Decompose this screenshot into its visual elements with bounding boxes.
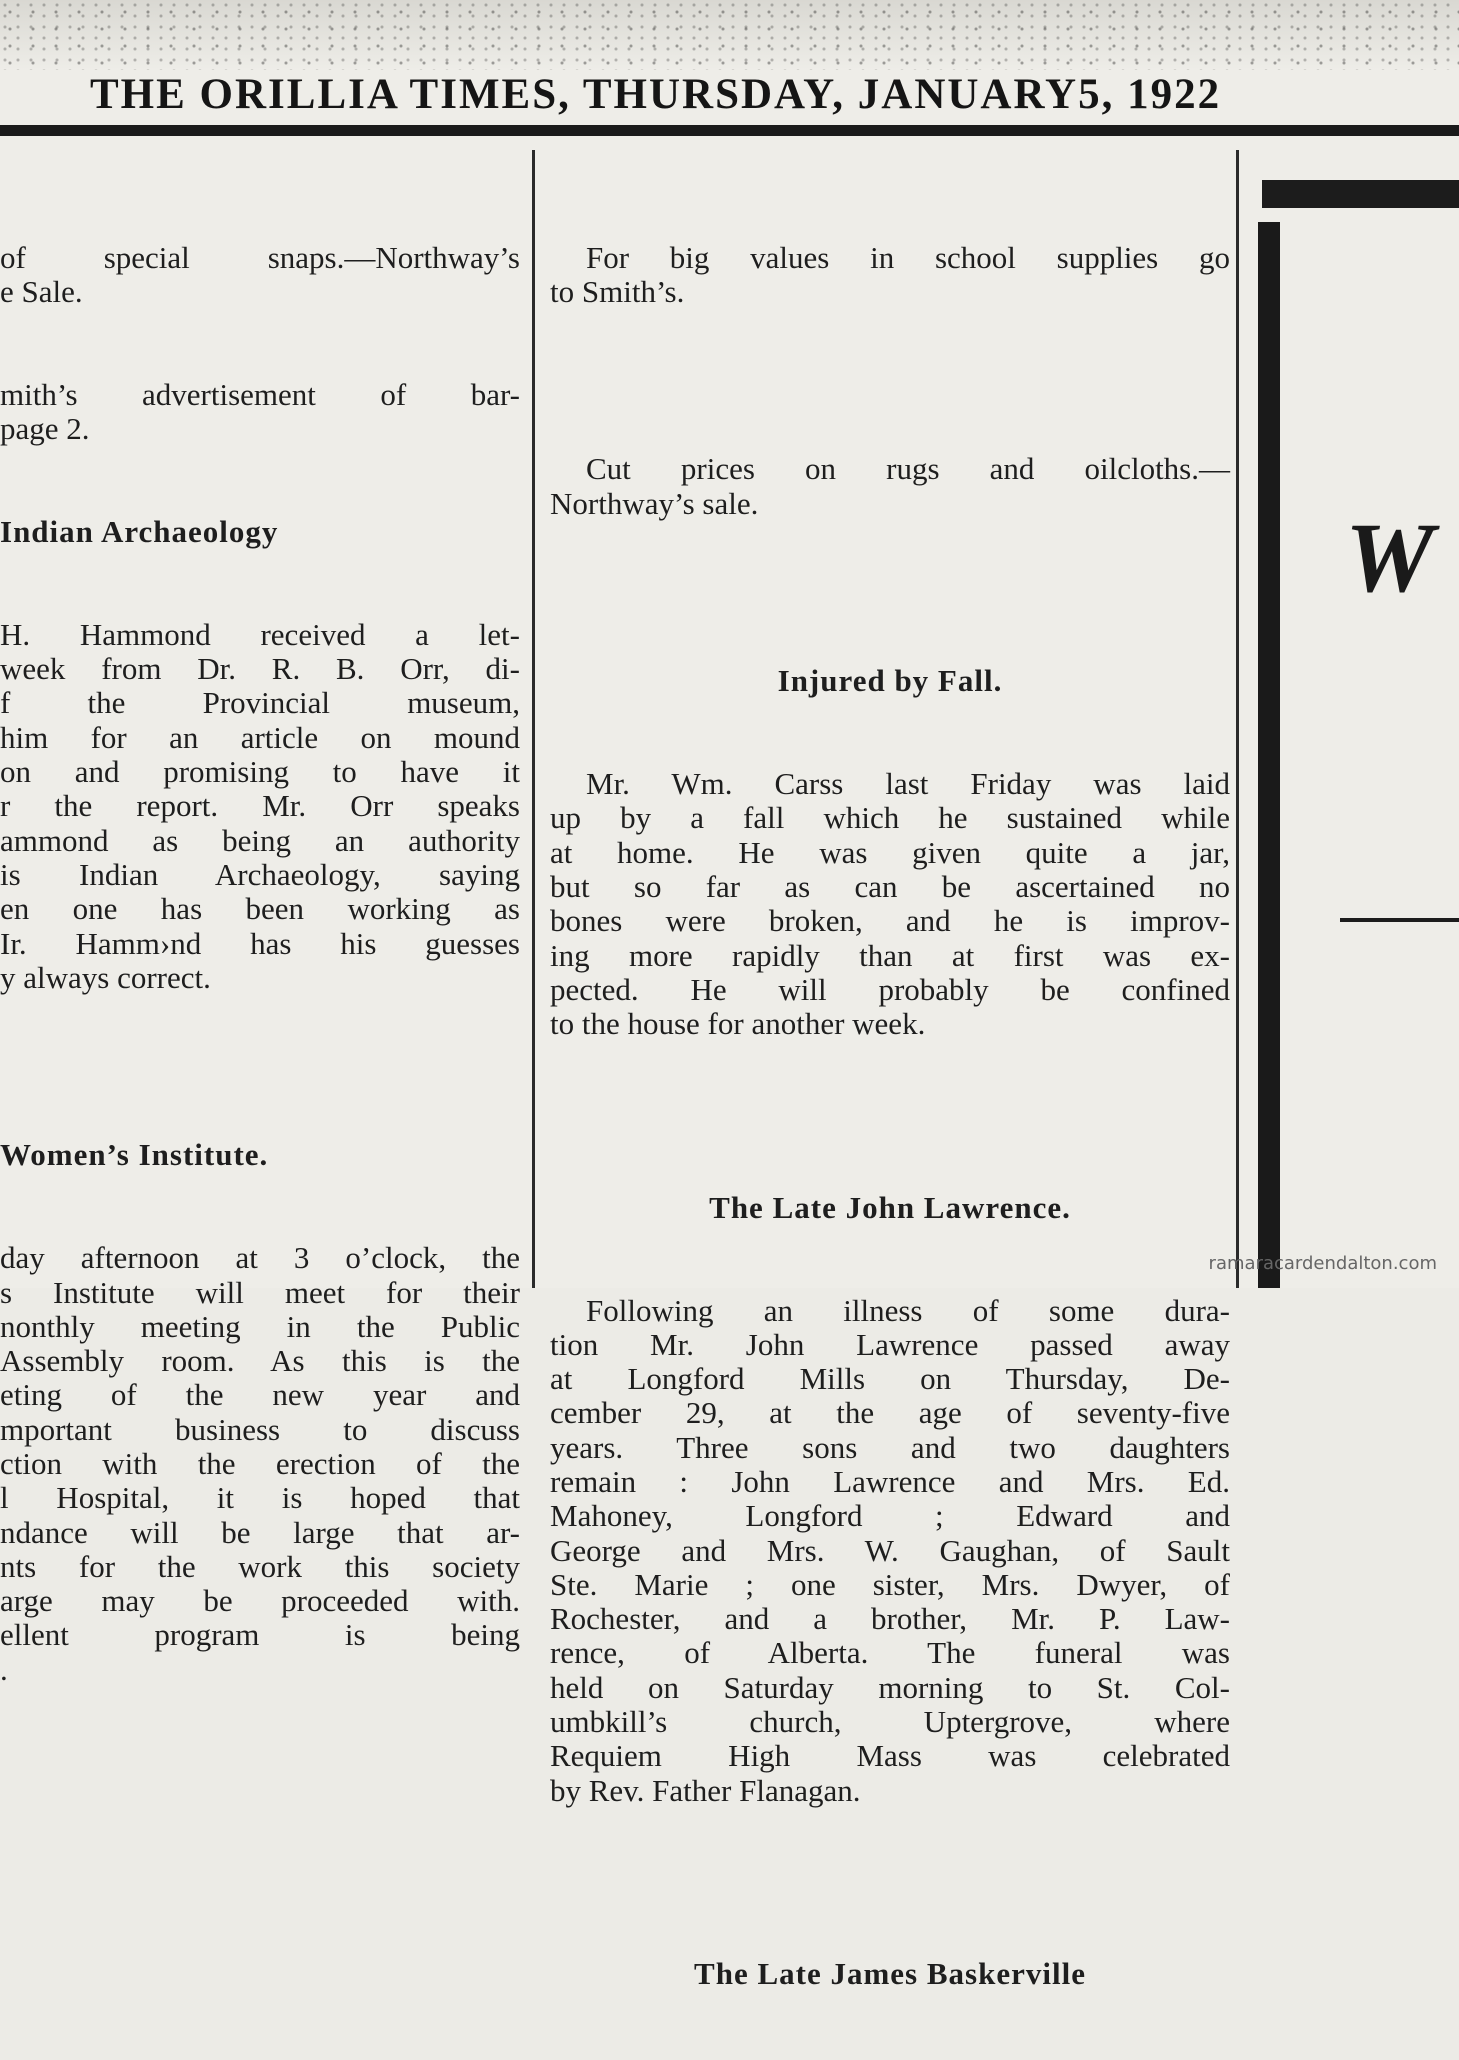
text-line: tion Mr. John Lawrence passed away <box>550 1326 1230 1362</box>
text-line: Mahoney, Longford ; Edward and <box>550 1498 1230 1534</box>
text-line: bones were broken, and he is improv- <box>550 903 1230 939</box>
text-line: ammond as being an authority <box>0 822 520 858</box>
text-line: ing more rapidly than at first was ex- <box>550 937 1230 973</box>
text-line: Rochester, and a brother, Mr. P. Law- <box>550 1601 1230 1637</box>
text-line: week from Dr. R. B. Orr, di- <box>0 651 520 687</box>
text-line: pected. He will probably be confined <box>550 971 1230 1007</box>
left-block-b <box>0 378 520 447</box>
text-line: ction with the erection of the <box>0 1445 520 1481</box>
text-line: mportant business to discuss <box>0 1411 520 1447</box>
text-line: remain : John Lawrence and Mrs. Ed. <box>550 1463 1230 1499</box>
heading-indian-archaeology: Indian Archaeology <box>0 513 279 549</box>
ad-rule <box>1340 918 1459 922</box>
text-line: at home. He was given quite a jar, <box>550 834 1230 870</box>
text-line: en one has been working as <box>0 891 520 927</box>
text-line: on and promising to have it <box>0 754 520 790</box>
text-line: Requiem High Mass was celebrated <box>550 1738 1230 1774</box>
masthead-rule <box>0 125 1459 136</box>
text-line: but so far as can be ascertained no <box>550 868 1230 904</box>
watermark: ramaracardendalton.com <box>1208 1253 1437 1274</box>
middle-column <box>550 172 1230 2060</box>
text-line: him for an article on mound <box>0 719 520 755</box>
text-line: nonthly meeting in the Public <box>0 1308 520 1344</box>
mid-para-lawrence <box>550 1294 1230 1808</box>
left-block-a <box>0 241 520 310</box>
text-line: For big values in school supplies go <box>586 239 1230 275</box>
text-line: at Longford Mills on Thursday, De- <box>550 1361 1230 1397</box>
text-line: Northway’s sale. <box>550 485 759 521</box>
left-block-d <box>0 1241 520 1687</box>
heading-injured-by-fall: Injured by Fall. <box>777 663 1003 699</box>
text-line: arge may be proceeded with. <box>0 1583 520 1619</box>
text-line: Assembly room. As this is the <box>0 1343 520 1379</box>
text-line: mith’s advertisement of bar- <box>0 376 520 412</box>
text-line: y always correct. <box>0 959 211 995</box>
ad-top-bar <box>1262 180 1459 208</box>
text-line: H. Hammond received a let- <box>0 616 520 652</box>
text-line: f the Provincial museum, <box>0 685 520 721</box>
paper-grain <box>0 0 1459 70</box>
left-column <box>0 172 520 1756</box>
text-line: . <box>0 1651 8 1687</box>
text-line: Ir. Hamm›nd has his guesses <box>0 925 520 961</box>
text-line: ndance will be large that ar- <box>0 1514 520 1550</box>
text-line: ellent program is being <box>0 1617 520 1653</box>
heading-late-james-baskerville: The Late James Baskerville <box>694 1956 1086 1992</box>
text-line: George and Mrs. W. Gaughan, of Sault <box>550 1532 1230 1568</box>
mid-para-rugs <box>550 452 1230 521</box>
text-line: day afternoon at 3 o’clock, the <box>0 1240 520 1276</box>
text-line: Mr. Wm. Carss last Friday was laid <box>586 766 1230 802</box>
text-line: years. Three sons and two daughters <box>550 1429 1230 1465</box>
text-line: is Indian Archaeology, saying <box>0 856 520 892</box>
text-line: e Sale. <box>0 273 83 309</box>
text-line: eting of the new year and <box>0 1377 520 1413</box>
text-line: umbkill’s church, Uptergrove, where <box>550 1704 1230 1740</box>
text-line: rence, of Alberta. The funeral was <box>550 1635 1230 1671</box>
text-line: Cut prices on rugs and oilcloths.— <box>586 451 1230 487</box>
text-line: r the report. Mr. Orr speaks <box>0 788 520 824</box>
masthead: THE ORILLIA TIMES, THURSDAY, JANUARY5, 1922 <box>90 71 1222 118</box>
text-line: nts for the work this society <box>0 1548 520 1584</box>
text-line: held on Saturday morning to St. Col- <box>550 1669 1230 1705</box>
column-rule-right <box>1236 150 1239 1288</box>
text-line: Following an illness of some dura- <box>586 1292 1230 1328</box>
text-line: page 2. <box>0 411 90 447</box>
text-line: Ste. Marie ; one sister, Mrs. Dwyer, of <box>550 1566 1230 1602</box>
text-line: l Hospital, it is hoped that <box>0 1480 520 1516</box>
text-line: s Institute will meet for their <box>0 1274 520 1310</box>
mid-para-injured <box>550 767 1230 1041</box>
heading-late-john-lawrence: The Late John Lawrence. <box>709 1189 1071 1225</box>
left-block-c <box>0 618 520 995</box>
text-line: cember 29, at the age of seventy-five <box>550 1395 1230 1431</box>
column-rule-left <box>532 150 535 1288</box>
text-line: up by a fall which he sustained while <box>550 800 1230 836</box>
text-line: by Rev. Father Flanagan. <box>550 1772 861 1808</box>
mid-para-school-supplies <box>550 241 1230 310</box>
text-line: to the house for another week. <box>550 1006 926 1042</box>
ad-fragment-text: W <box>1345 502 1434 613</box>
text-line: of special snaps.—Northway’s <box>0 239 520 275</box>
ad-border <box>1258 222 1459 1288</box>
text-line: to Smith’s. <box>550 273 685 309</box>
heading-womens-institute: Women’s Institute. <box>0 1137 269 1173</box>
